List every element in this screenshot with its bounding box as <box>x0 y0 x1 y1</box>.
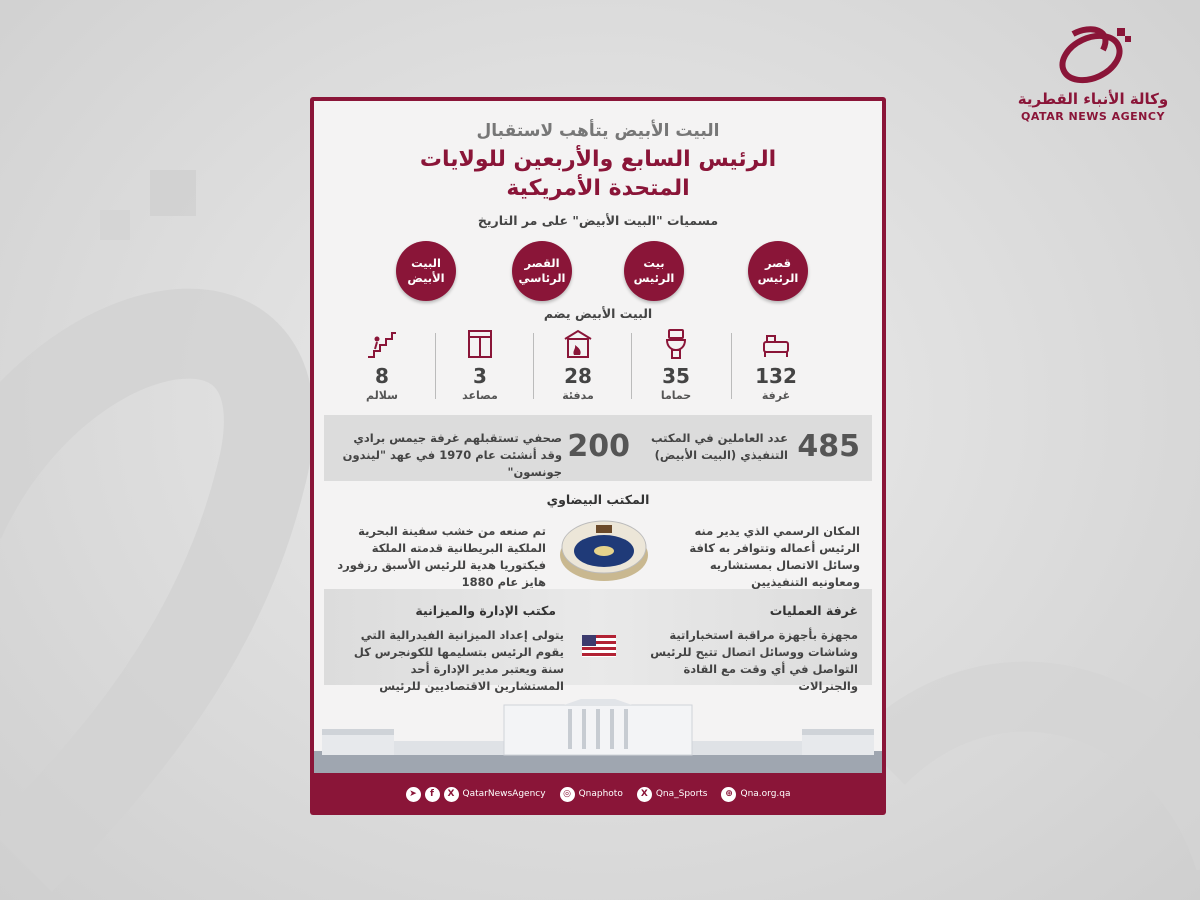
agency-name-arabic: وكالة الأنباء القطرية <box>1017 90 1169 108</box>
stat-label: مصاعد <box>462 389 498 402</box>
agency-name-english: QATAR NEWS AGENCY <box>1021 110 1165 123</box>
staff-text: عدد العاملين في المكتب التنفيذي (البيت الأبيض) <box>650 431 788 462</box>
fireplace-icon <box>548 327 608 361</box>
elevator-icon <box>450 327 510 361</box>
headline-line-3: المتحدة الأمريكية <box>506 176 690 201</box>
stat-label: حماما <box>660 389 692 402</box>
names-list <box>314 241 882 305</box>
stat-value: 3 <box>473 364 487 388</box>
white-house-illustration <box>314 699 882 773</box>
agency-logo <box>1008 22 1178 123</box>
oval-office-title: المكتب البيضاوي <box>546 492 650 507</box>
stat-label: مدفئة <box>562 389 594 402</box>
room-icon <box>746 327 806 361</box>
staff-count: 485 <box>797 429 860 464</box>
website-link[interactable] <box>721 787 790 802</box>
social-group[interactable] <box>406 787 546 802</box>
stat-divider <box>631 333 632 399</box>
stat-value: 8 <box>375 364 389 388</box>
stat-fireplaces <box>548 327 608 402</box>
stat-divider <box>533 333 534 399</box>
rooms-band <box>324 589 872 693</box>
stat-divider <box>435 333 436 399</box>
situation-room-text: مجهزة بأجهزة مراقبة استخباراتية وشاشات ووسائل اتصال تتيح للرئيس التواصل في أي وقت مع القادة والجنرالات <box>650 628 858 693</box>
stat-label: غرفة <box>761 389 791 402</box>
name-circle: البيت الأبيض <box>396 241 456 301</box>
infographic-card <box>310 97 886 815</box>
name-circle: قصر الرئيس <box>748 241 808 301</box>
bathroom-icon <box>646 327 706 361</box>
stat-label: سلالم <box>366 389 398 402</box>
sports-link[interactable] <box>637 787 708 802</box>
oval-office-right-text: المكان الرسمي الذي يدير منه الرئيس أعماله وتتوافر به كافة وسائل الاتصال بمستشاريه ومعاونيه التنفيذيين <box>689 524 860 589</box>
omb-title: مكتب الإدارة والميزانية <box>415 603 556 618</box>
staff-press-band <box>324 415 872 481</box>
name-circle: بيت الرئيس <box>624 241 684 301</box>
name-circle: القصر الرئاسي <box>512 241 572 301</box>
headline-line-1: البيت الأبيض يتأهب لاستقبال <box>476 121 720 141</box>
oval-office-image <box>558 511 650 583</box>
instagram-link[interactable] <box>560 787 623 802</box>
stat-stairs <box>352 327 412 402</box>
stat-value: 132 <box>755 364 797 388</box>
stats-row <box>314 327 882 402</box>
stairs-icon <box>352 327 412 361</box>
situation-room-title: غرفة العمليات <box>769 603 858 618</box>
instagram-icon: ◎ <box>560 787 575 802</box>
stat-rooms <box>746 327 806 402</box>
x-icon: X <box>637 787 652 802</box>
stat-value: 28 <box>564 364 592 388</box>
us-flag-icon <box>582 635 616 657</box>
headline-main <box>314 145 882 203</box>
telegram-icon[interactable]: ➤ <box>406 787 421 802</box>
contains-section-title: البيت الأبيض يضم <box>543 306 653 321</box>
globe-icon: ⊕ <box>721 787 736 802</box>
qna-logo-icon <box>1051 22 1135 88</box>
website-url: Qna.org.qa <box>740 789 791 799</box>
stat-divider <box>731 333 732 399</box>
stat-elevators <box>450 327 510 402</box>
photo-handle: Qnaphoto <box>578 789 623 799</box>
social-footer <box>310 773 886 815</box>
stat-value: 35 <box>662 364 690 388</box>
social-handle[interactable]: QatarNewsAgency <box>462 789 546 799</box>
omb-text: يتولى إعداد الميزانية الفيدرالية التي يقوم الرئيس بتسليمها للكونجرس كل سنة ويعتبر مدير الإدارة أحد المستشارين الاقتصاديين للرئيس <box>353 628 564 693</box>
oval-office-left-text: تم صنعه من خشب سفينة البحرية الملكية البريطانية قدمته الملكة فيكتوريا هدية للرئيس الأسبق رزفورد هايز عام 1880 <box>337 524 546 589</box>
press-count: 200 <box>567 429 630 464</box>
press-text: صحفي تستقبلهم غرفة جيمس برادي وقد أنشئت عام 1970 في عهد "ليندون جونسون" <box>342 431 562 479</box>
facebook-icon[interactable]: f <box>425 787 440 802</box>
headline-line-2: الرئيس السابع والأربعين للولايات <box>419 147 777 172</box>
x-icon[interactable]: X <box>444 787 459 802</box>
names-section-title: مسميات "البيت الأبيض" على مر التاريخ <box>477 213 719 228</box>
stat-bathrooms <box>646 327 706 402</box>
infographic-panel <box>314 101 882 773</box>
sports-handle: Qna_Sports <box>655 789 708 799</box>
